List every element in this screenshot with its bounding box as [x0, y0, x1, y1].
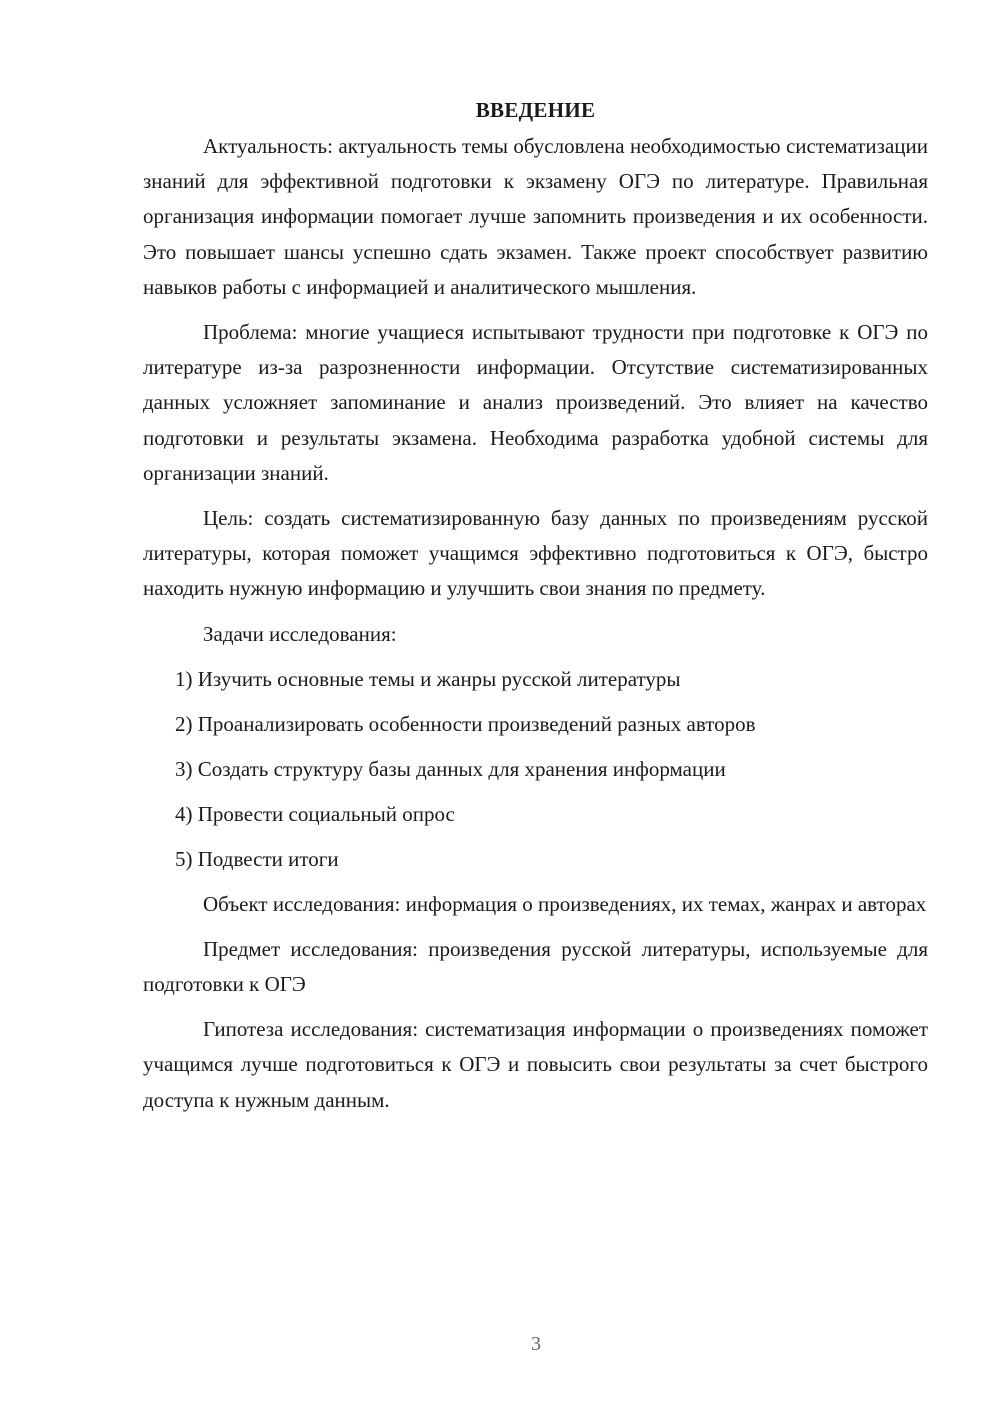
list-item: 1) Изучить основные темы и жанры русской литературы: [175, 666, 681, 691]
page-number: 3: [531, 1333, 541, 1355]
document-page: [143, 95, 928, 1128]
list-item: 4) Провести социальный опрос: [175, 801, 455, 826]
problem-paragraph: Проблема: многие учащиеся испытывают трудности при подготовке к ОГЭ по литературе из-за разрозненности информации. Отсутствие систематизированных данных усложняет запоминание и анализ произведений. Это влияет на качество подготовки и результаты экзамена. Необходима разработка удобной системы для организации знаний.: [143, 320, 928, 485]
subject-paragraph: Предмет исследования: произведения русской литературы, используемые для подготовки к ОГЭ: [143, 936, 928, 997]
list-item: 5) Подвести итоги: [175, 846, 339, 871]
list-item: 2) Проанализировать особенности произведений разных авторов: [175, 711, 756, 736]
hypothesis-paragraph: Гипотеза исследования: систематизация информации о произведениях поможет учащимся лучше подготовиться к ОГЭ и повысить свои результаты за счет быстрого доступа к нужным данным.: [143, 1017, 928, 1112]
object-paragraph: Объект исследования: информация о произведениях, их темах, жанрах и авторах: [203, 891, 927, 916]
section-title: ВВЕДЕНИЕ: [475, 98, 596, 122]
relevance-paragraph: Актуальность: актуальность темы обусловлена необходимостью систематизации знаний для эффективной подготовки к экзамену ОГЭ по литературе. Правильная организация информации помогает лучше запомнить произведения и их особенности. Это повышает шансы успешно сдать экзамен. Также проект способствует развитию навыков работы с информацией и аналитического мышления.: [143, 134, 928, 299]
list-item: 3) Создать структуру базы данных для хранения информации: [175, 756, 726, 781]
goal-paragraph: Цель: создать систематизированную базу данных по произведениям русской литературы, которая поможет учащимся эффективно подготовиться к ОГЭ, быстро находить нужную информацию и улучшить свои знания по предмету.: [143, 506, 928, 601]
tasks-header: Задачи исследования:: [203, 621, 397, 646]
tasks-list: [143, 662, 928, 877]
